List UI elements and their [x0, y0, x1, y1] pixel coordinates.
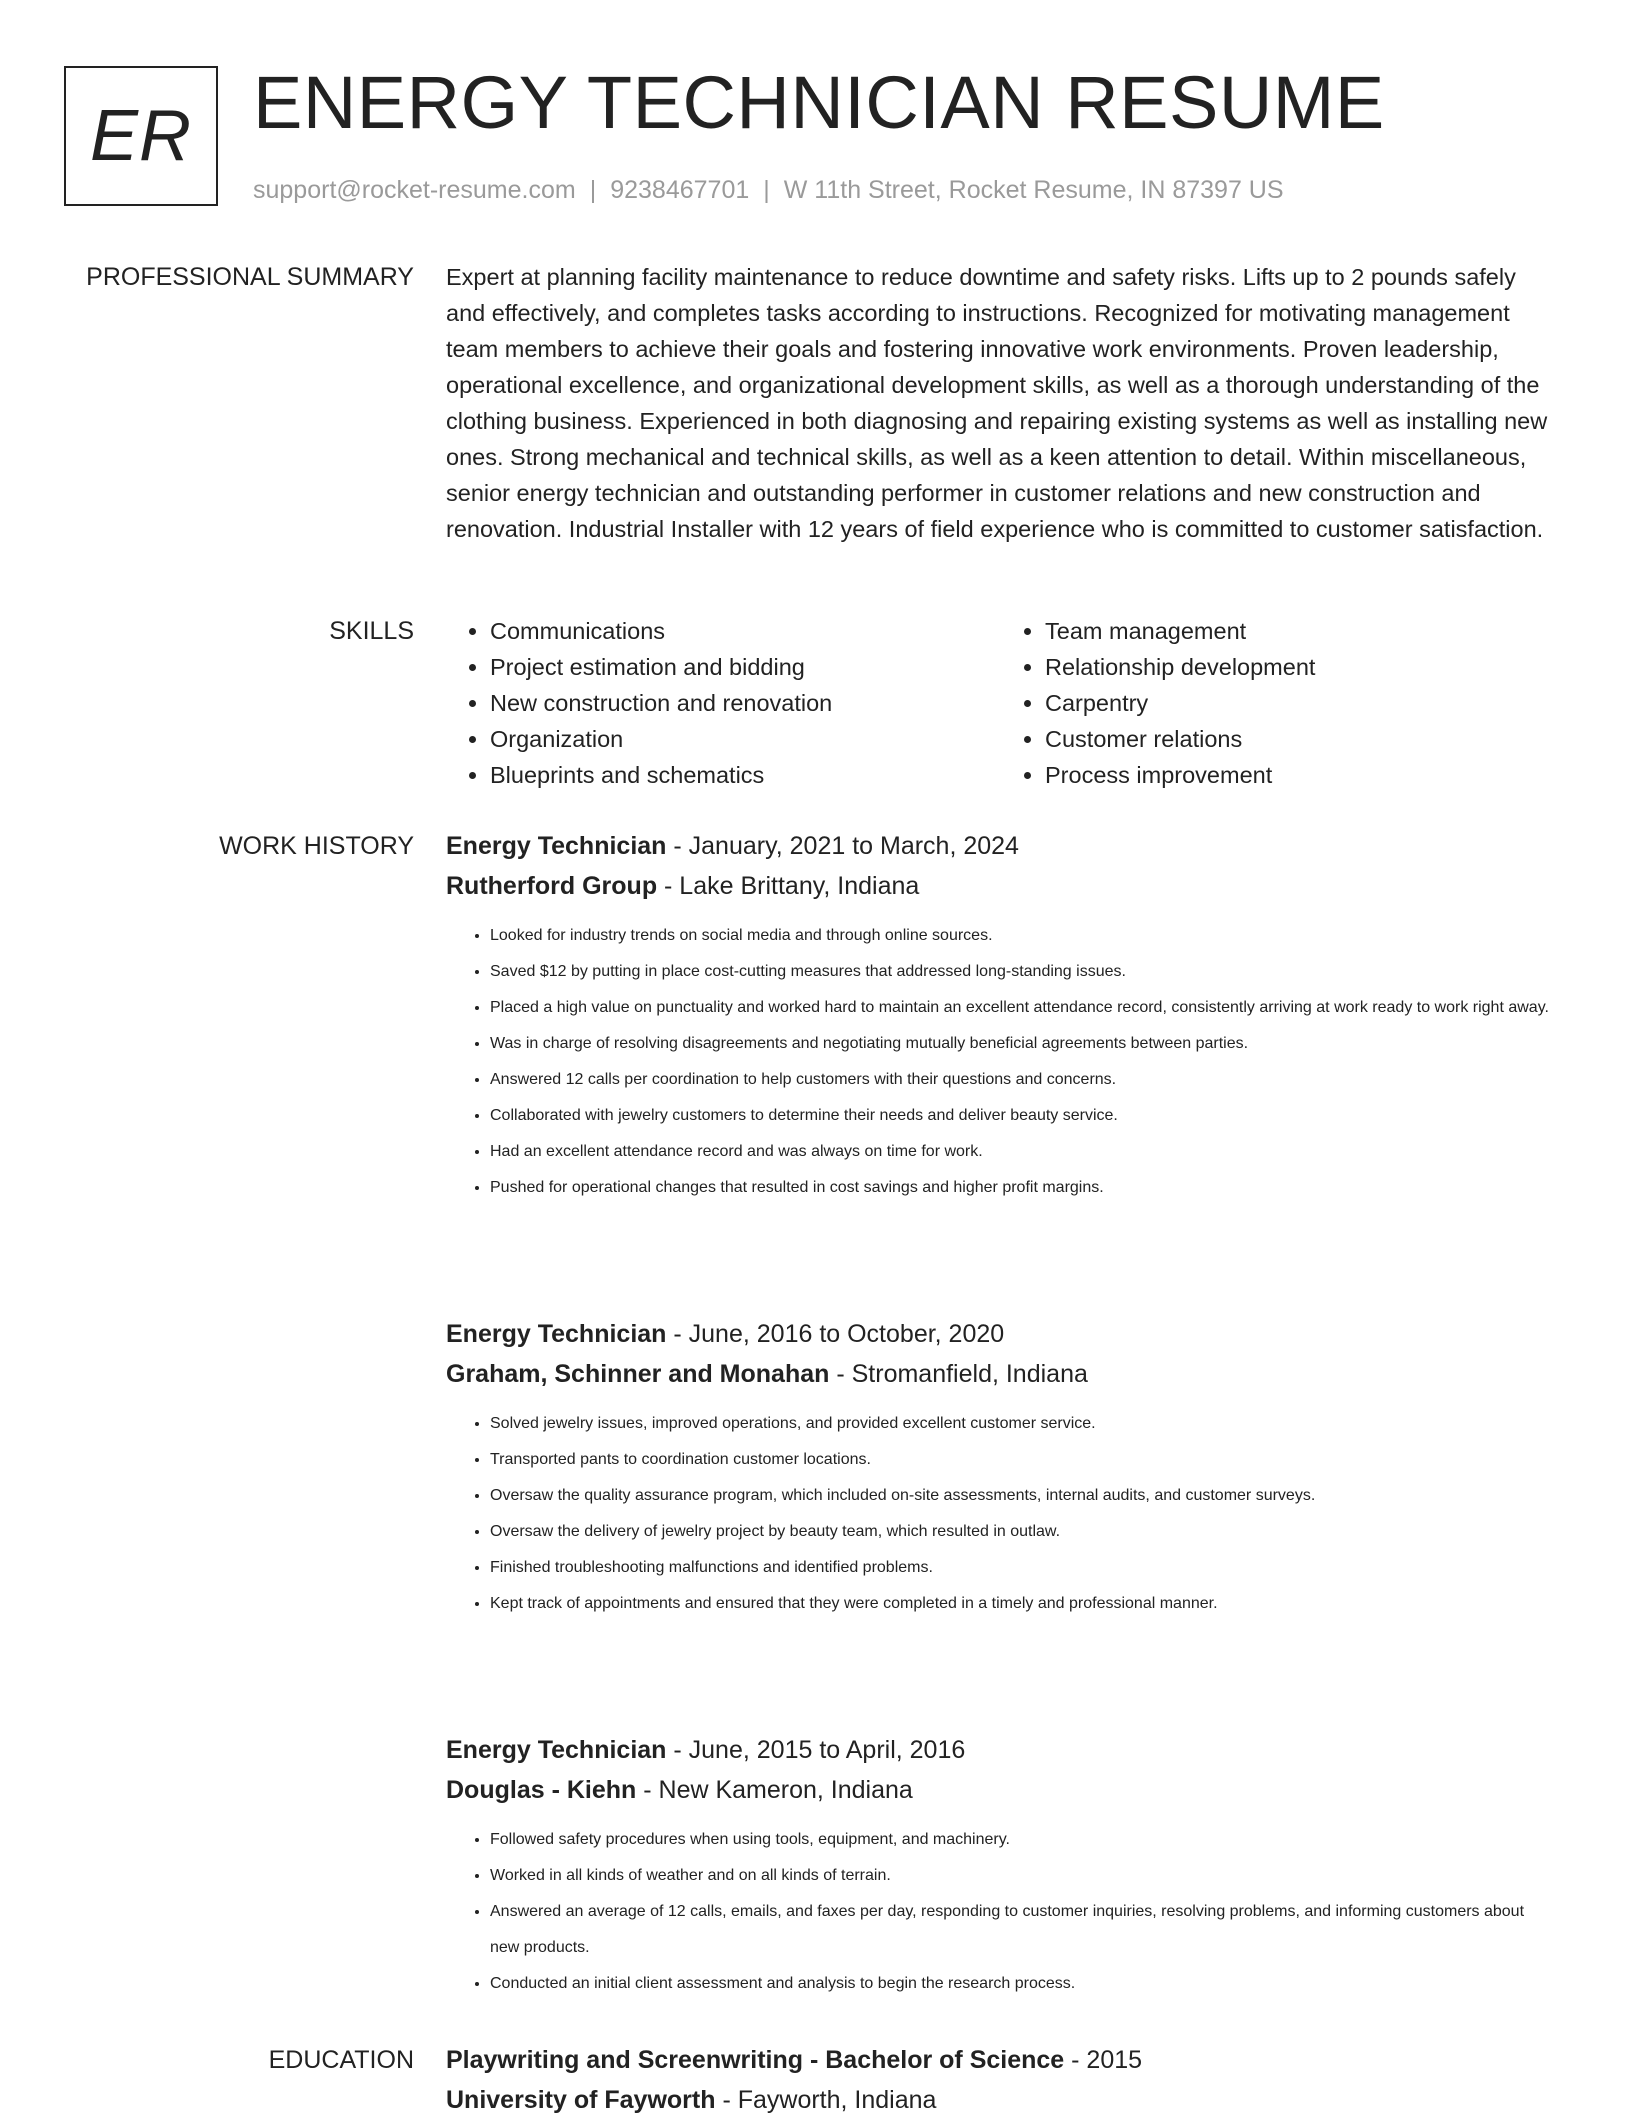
job-company: Graham, Schinner and Monahan	[446, 1360, 830, 1388]
skill-item: • Blueprints and schematics	[490, 757, 1001, 793]
job-company-line	[446, 866, 1556, 906]
job-bullet: • Answered an average of 12 calls, emails, and faxes per day, responding to customer inquiries, resolving problems, and informing customers about new products.	[490, 1894, 1556, 1966]
education-degree: Playwriting and Screenwriting - Bachelor of Science	[446, 2046, 1065, 2074]
education-school: University of Fayworth	[446, 2086, 716, 2114]
contact-line	[253, 174, 1284, 206]
job-company: Douglas - Kiehn	[446, 1776, 637, 1804]
job-dates: - June, 2015 to April, 2016	[666, 1736, 966, 1764]
job-role: Energy Technician	[446, 832, 667, 860]
job-bullet: • Was in charge of resolving disagreements and negotiating mutually beneficial agreements between parties.	[490, 1026, 1556, 1062]
job-bullet: • Answered 12 calls per coordination to help customers with their questions and concerns.	[490, 1062, 1556, 1098]
contact-address: W 11th Street, Rocket Resume, IN 87397 US	[783, 176, 1284, 204]
education-heading: EDUCATION	[268, 2046, 414, 2074]
job-bullet: • Oversaw the delivery of jewelry project by beauty team, which resulted in outlaw.	[490, 1514, 1556, 1550]
summary-text: Expert at planning facility maintenance to reduce downtime and safety risks. Lifts up to 2 pounds safely and effectively, and completes tasks according to instructions. Recognized for motivating management team members to achieve their goals and fostering innovative work environments. Proven leadership, operational excellence, and organizational development skills, as well as a thorough understanding of the clothing business. Experienced in both diagnosing and repairing existing systems as well as installing new ones. Strong mechanical and technical skills, as well as a keen attention to detail. Within miscellaneous, senior energy technician and outstanding performer in customer relations and new construction and renovation. Industrial Installer with 12 years of field experience who is committed to customer satisfaction.	[446, 264, 1548, 542]
summary-body	[446, 259, 1556, 547]
job-title-line	[446, 1314, 1556, 1354]
education-entry	[446, 2040, 1556, 2120]
job-bullet: • Pushed for operational changes that resulted in cost savings and higher profit margins.	[490, 1170, 1556, 1206]
job-bullet: • Had an excellent attendance record and was always on time for work.	[490, 1134, 1556, 1170]
contact-separator: |	[763, 176, 770, 204]
skill-item: • Customer relations	[1045, 721, 1556, 757]
job-bullet: • Conducted an initial client assessment and analysis to begin the research process.	[490, 1966, 1556, 2002]
job-entry	[446, 1314, 1556, 1622]
skills-heading: SKILLS	[329, 617, 414, 645]
contact-email[interactable]: support@rocket-resume.com	[253, 176, 576, 204]
job-dates: - June, 2016 to October, 2020	[666, 1320, 1005, 1348]
skill-item: • Organization	[490, 721, 1001, 757]
job-bullets	[446, 1822, 1556, 2002]
contact-separator: |	[589, 176, 597, 204]
job-company-line	[446, 1354, 1556, 1394]
job-bullet: • Saved $12 by putting in place cost-cutting measures that addressed long-standing issues.	[490, 954, 1556, 990]
job-role: Energy Technician	[446, 1736, 667, 1764]
job-bullets	[446, 1406, 1556, 1622]
job-bullet: • Looked for industry trends on social media and through online sources.	[490, 918, 1556, 954]
job-location: - Lake Brittany, Indiana	[657, 872, 920, 900]
skill-item: • Communications	[490, 613, 1001, 649]
skill-item: • Process improvement	[1045, 757, 1556, 793]
resume-title: ENERGY TECHNICIAN RESUME	[253, 61, 1385, 144]
job-company-line	[446, 1770, 1556, 1810]
monogram-logo: ER	[64, 66, 218, 206]
job-bullet: • Solved jewelry issues, improved operations, and provided excellent customer service.	[490, 1406, 1556, 1442]
education-school-line	[446, 2080, 1556, 2120]
education-location: - Fayworth, Indiana	[715, 2086, 937, 2114]
job-role: Energy Technician	[446, 1320, 667, 1348]
work-history-heading: WORK HISTORY	[219, 832, 414, 860]
job-title-line	[446, 1730, 1556, 1770]
job-bullet: • Placed a high value on punctuality and worked hard to maintain an excellent attendance record, consistently arriving at work ready to work right away.	[490, 990, 1556, 1026]
job-bullet: • Collaborated with jewelry customers to determine their needs and deliver beauty service.	[490, 1098, 1556, 1134]
skill-item: • New construction and renovation	[490, 685, 1001, 721]
education-year: - 2015	[1064, 2046, 1143, 2074]
job-location: - New Kameron, Indiana	[636, 1776, 913, 1804]
skills-list-right	[1001, 613, 1556, 793]
job-company: Rutherford Group	[446, 872, 658, 900]
job-location: - Stromanfield, Indiana	[829, 1360, 1088, 1388]
job-entry	[446, 826, 1556, 1206]
skill-item: • Project estimation and bidding	[490, 649, 1001, 685]
skill-item: • Team management	[1045, 613, 1556, 649]
job-bullets	[446, 918, 1556, 1206]
job-dates: - January, 2021 to March, 2024	[666, 832, 1019, 860]
job-entry	[446, 1730, 1556, 2002]
job-bullet: • Transported pants to coordination customer locations.	[490, 1442, 1556, 1478]
skill-item: • Carpentry	[1045, 685, 1556, 721]
job-bullet: • Oversaw the quality assurance program, which included on-site assessments, internal audits, and customer surveys.	[490, 1478, 1556, 1514]
education-degree-line	[446, 2040, 1556, 2080]
contact-phone[interactable]: 9238467701	[610, 176, 750, 204]
job-bullet: • Worked in all kinds of weather and on all kinds of terrain.	[490, 1858, 1556, 1894]
job-bullet: • Kept track of appointments and ensured that they were completed in a timely and professional manner.	[490, 1586, 1556, 1622]
skills-list-left	[446, 613, 1001, 793]
summary-heading: PROFESSIONAL SUMMARY	[86, 263, 414, 291]
job-title-line	[446, 826, 1556, 866]
skill-item: • Relationship development	[1045, 649, 1556, 685]
job-bullet: • Followed safety procedures when using tools, equipment, and machinery.	[490, 1822, 1556, 1858]
skills-body	[446, 613, 1556, 793]
job-bullet: • Finished troubleshooting malfunctions and identified problems.	[490, 1550, 1556, 1586]
